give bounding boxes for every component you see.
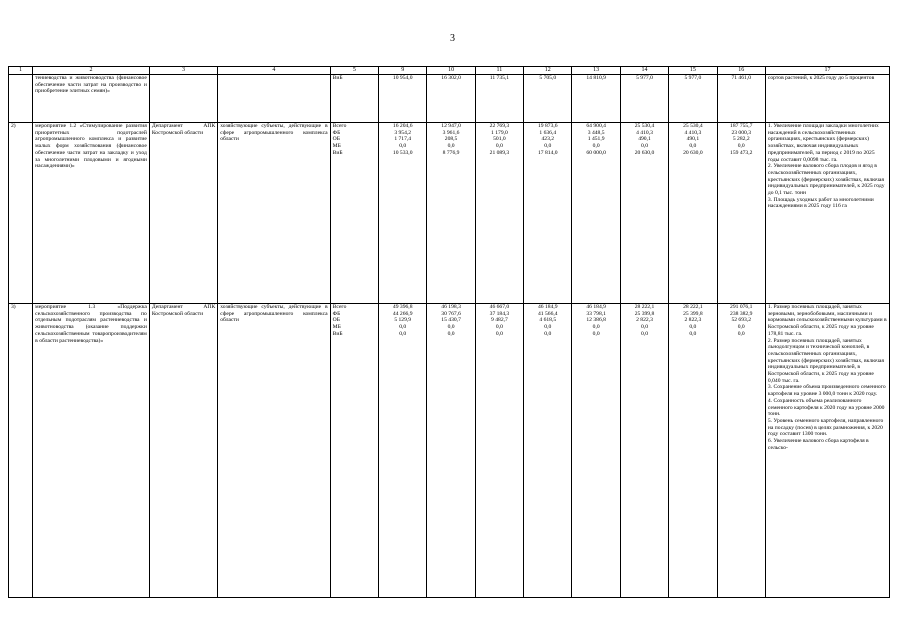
budget-source-label: ФБ — [332, 129, 341, 136]
amount: 22 769,3 — [489, 123, 510, 129]
amount-cell — [379, 304, 427, 598]
amount: 1 717,4 — [394, 136, 412, 143]
amount: 15 430,7 — [441, 317, 461, 324]
amount: 5 129,9 — [394, 317, 412, 324]
amount: 4 618,5 — [539, 317, 557, 324]
amount: 25 399,8 — [634, 310, 655, 317]
amount: 5 705,0 — [539, 75, 557, 81]
executor-cell: Департамент АПК Костромской области — [149, 304, 217, 598]
activity-title-cell: тениеводства и животноводства (финансовое обеспечение части затрат на производство и приобретение элитных семян)» — [33, 75, 150, 123]
amount-cell — [475, 75, 523, 123]
amount: 21 089,3 — [489, 149, 510, 156]
amount: 20 630,0 — [683, 149, 703, 156]
amount: 208,5 — [444, 136, 458, 143]
amount: 0,0 — [544, 330, 552, 337]
amount: 0,0 — [592, 330, 600, 337]
column-number-17: 17 — [765, 67, 889, 75]
participants-cell — [218, 75, 330, 123]
amount: 46 667,0 — [489, 304, 510, 310]
amount-cell — [620, 123, 668, 304]
amount-cell — [427, 123, 475, 304]
column-number-14: 14 — [620, 67, 668, 75]
amount: 28 222,1 — [683, 304, 703, 310]
amount-cell — [524, 75, 572, 123]
amount-total: 187 755,7 — [730, 123, 753, 129]
amount: 46 184,9 — [586, 304, 606, 310]
amount: 0,0 — [689, 143, 697, 150]
amount: 0,0 — [641, 143, 648, 150]
amount: 12 386,8 — [586, 317, 606, 324]
amount-total: 52 693,2 — [731, 317, 752, 324]
amount-total-cell — [717, 123, 765, 304]
amount-total: 71 461,0 — [731, 75, 752, 81]
budget-source-cell — [330, 75, 378, 123]
column-number-5: 5 — [330, 67, 378, 75]
budget-source-cell — [330, 304, 378, 598]
amount: 11 735,1 — [489, 75, 510, 81]
amount-total: 291 076,1 — [730, 304, 753, 310]
executor-cell: Департамент АПК Костромской области — [149, 123, 217, 304]
result-item: 2. Размер посевных площадей, занятых льнодолгунцом и технической коноплей, в сельскохозяйственных организациях, крестьянских (фермерских) хозяйствах, включая индивидуальных предпринимателей, в Костромской области, к 2025 году на уровне 0,040 тыс. га. — [767, 337, 884, 384]
amount: 423,2 — [541, 136, 555, 143]
amount: 501,0 — [493, 136, 506, 143]
amount: 4 410,3 — [684, 129, 702, 136]
amount: 490,1 — [686, 136, 700, 143]
table-row-measure — [9, 304, 890, 598]
amount: 10 954,0 — [392, 75, 413, 81]
amount-total: 159 473,2 — [730, 149, 753, 156]
amount: 10 533,0 — [392, 149, 413, 156]
amount-cell — [572, 75, 620, 123]
amount: 0,0 — [544, 324, 552, 331]
amount: 0,0 — [399, 330, 407, 337]
amount: 0,0 — [399, 324, 407, 331]
amount: 9 482,7 — [491, 317, 508, 324]
result-item: 1. Увеличение площади закладки многолетних насаждений в сельскохозяйственных организациях, крестьянских (фермерских) хозяйствах, включая индивидуальных предпринимателей, за период с 2019 по 2025 годы составит 0,0098 тыс. га. — [767, 123, 879, 163]
amount-total: 0,0 — [737, 330, 745, 337]
amount: 46 184,9 — [538, 304, 558, 310]
header-row — [9, 67, 890, 75]
budget-source-label: ФБ — [332, 310, 341, 317]
amount: 30 767,6 — [441, 310, 461, 317]
amount-cell — [475, 304, 523, 598]
amount: 12 947,0 — [441, 123, 461, 129]
amount: 4 410,3 — [636, 129, 653, 136]
activity-title-cell: мероприятие 1.2 «Стимулирование развития приоритетных подотраслей агропромышленного комплекса и развитие малых форм хозяйствования (финансовое обеспечение части затрат на закладку и уход за многолетними плодовыми и ягодными насаждениями)» — [33, 123, 150, 304]
column-number-12: 12 — [524, 67, 572, 75]
program-table — [8, 66, 890, 598]
column-number-16: 16 — [717, 67, 765, 75]
result-item: 1. Размер посевных площадей, занятых зерновыми, зернобобовыми, масличными и кормовыми сельскохозяйственными культурами в Костромской области, к 2025 году на уровне 178,81 тыс. га. — [767, 304, 887, 337]
amount-cell — [572, 123, 620, 304]
amount-cell — [427, 304, 475, 598]
amount: 0,0 — [399, 143, 407, 150]
amount: 25 530,4 — [683, 123, 703, 129]
amount: 49 396,8 — [392, 304, 413, 310]
row-number-cell: 2) — [9, 123, 33, 304]
amount: 28 222,1 — [634, 304, 655, 310]
results-cell — [765, 123, 889, 304]
amount: 0,0 — [495, 143, 503, 150]
amount: 0,0 — [495, 324, 503, 331]
amount: 1 636,4 — [539, 129, 557, 136]
participants-cell: хозяйствующие субъекты, действующие в сфере агропромышленного комплекса области — [218, 304, 330, 598]
amount: 19 873,6 — [538, 123, 558, 129]
amount: 0,0 — [447, 330, 455, 337]
amount: 41 566,4 — [538, 310, 558, 317]
column-number-13: 13 — [572, 67, 620, 75]
amount-total: 0,0 — [737, 324, 745, 331]
amount: 46 198,3 — [441, 304, 461, 310]
amount-cell — [379, 123, 427, 304]
amount-total: 23 000,3 — [731, 129, 752, 136]
amount-total: 238 382,9 — [730, 310, 753, 317]
budget-source-label: МБ — [332, 324, 341, 331]
amount-cell — [669, 304, 717, 598]
amount: 1 451,9 — [587, 136, 605, 143]
result-item: 6. Увеличение валового сбора картофеля в сельско- — [767, 438, 869, 451]
amount: 3 448,5 — [587, 129, 605, 136]
row-number-cell: 3) — [9, 304, 33, 598]
column-number-9: 9 — [379, 67, 427, 75]
result-item: 5. Уровень семенного картофеля, направленного на посадку (посев) в целях размножения, к 2020 году составит 1300 тонн. — [767, 417, 884, 438]
amount-cell — [572, 304, 620, 598]
amount: 0,0 — [641, 330, 648, 337]
amount-cell — [475, 123, 523, 304]
column-number-11: 11 — [475, 67, 523, 75]
budget-source-label: ОБ — [332, 136, 340, 143]
budget-source-label: ВиБ — [332, 75, 343, 81]
amount: 20 630,0 — [634, 149, 655, 156]
amount: 60 000,0 — [586, 149, 606, 156]
result-item: 4. Сохранность объема реализованного семенного картофеля к 2020 году на уровне 2000 тонн. — [767, 397, 885, 418]
page-number: 3 — [450, 33, 455, 44]
amount: 0,0 — [689, 330, 697, 337]
amount-cell — [427, 75, 475, 123]
amount: 17 814,0 — [538, 149, 558, 156]
results-cell — [765, 304, 889, 598]
amount-cell — [620, 75, 668, 123]
amount: 25 399,8 — [683, 310, 703, 317]
table-row-measure — [9, 123, 890, 304]
amount: 44 266,9 — [392, 310, 413, 317]
amount: 0,0 — [447, 324, 455, 331]
budget-source-label: Всего — [332, 304, 347, 310]
column-number-4: 4 — [218, 67, 330, 75]
budget-source-label: ОБ — [332, 317, 340, 324]
amount-cell — [379, 75, 427, 123]
amount: 14 810,9 — [586, 75, 606, 81]
amount: 0,0 — [592, 143, 600, 150]
amount: 64 900,4 — [586, 123, 606, 129]
amount: 0,0 — [447, 143, 455, 150]
column-number-10: 10 — [427, 67, 475, 75]
amount-cell — [669, 75, 717, 123]
budget-source-cell — [330, 123, 378, 304]
participants-cell: хозяйствующие субъекты, действующие в сфере агропромышленного комплекса области — [218, 123, 330, 304]
amount: 25 530,4 — [634, 123, 655, 129]
amount-cell — [524, 123, 572, 304]
budget-source-label: ВиБ — [332, 330, 343, 337]
amount: 0,0 — [641, 324, 648, 331]
executor-cell — [149, 75, 217, 123]
activity-title-cell: мероприятие 1.3 «Поддержка сельскохозяйственного производства по отдельным подотраслям растениеводства и животноводства (оказание поддержки сельскохозяйственным товаропроизводителям в области растениеводства)» — [33, 304, 150, 598]
amount: 3 961,6 — [442, 129, 460, 136]
amount: 3 954,2 — [394, 129, 412, 136]
amount-cell — [620, 304, 668, 598]
results-cell: сортов растений, к 2025 году до 5 процентов — [765, 75, 889, 123]
amount: 0,0 — [592, 324, 600, 331]
amount-total: 0,0 — [737, 143, 745, 150]
amount: 5 977,0 — [636, 75, 653, 81]
amount-total-cell — [717, 75, 765, 123]
column-number-3: 3 — [149, 67, 217, 75]
amount: 1 179,0 — [491, 129, 508, 136]
budget-source-label: ВиБ — [332, 149, 343, 156]
amount: 0,0 — [689, 324, 697, 331]
amount-total: 5 282,2 — [732, 136, 750, 143]
result-item: 2. Увеличение валового сбора плодов и ягод в сельскохозяйственных организациях, крестьянских (фермерских) хозяйствах, включая индивидуальных предпринимателей, к 2025 году до 0,1 тыс. тонн — [767, 163, 885, 197]
budget-source-label: МБ — [332, 143, 341, 150]
amount-cell — [524, 304, 572, 598]
amount: 33 798,1 — [586, 310, 606, 317]
amount: 8 776,9 — [442, 149, 460, 156]
column-number-15: 15 — [669, 67, 717, 75]
amount: 0,0 — [495, 330, 503, 337]
amount: 5 977,0 — [684, 75, 702, 81]
table-row-continuation — [9, 75, 890, 123]
column-number-2: 2 — [33, 67, 150, 75]
amount: 16 302,0 — [441, 75, 461, 81]
result-item: 3. Сохранение объема произведенного семенного картофеля на уровне 3 000,0 тонн к 2020 году. — [767, 384, 886, 398]
amount: 2 822,3 — [684, 317, 702, 324]
amount: 2 822,3 — [636, 317, 653, 324]
amount-cell — [669, 123, 717, 304]
amount: 16 204,6 — [392, 123, 413, 129]
amount-total-cell — [717, 304, 765, 598]
row-number-cell — [9, 75, 33, 123]
result-item: 3. Площадь уходных работ за многолетними насаждениями в 2025 году 116 га — [767, 196, 874, 210]
amount: 490,1 — [638, 136, 651, 143]
budget-source-label: Всего — [332, 123, 347, 129]
amount: 37 184,3 — [489, 310, 510, 317]
column-number-1: 1 — [9, 67, 33, 75]
amount: 0,0 — [544, 143, 552, 150]
